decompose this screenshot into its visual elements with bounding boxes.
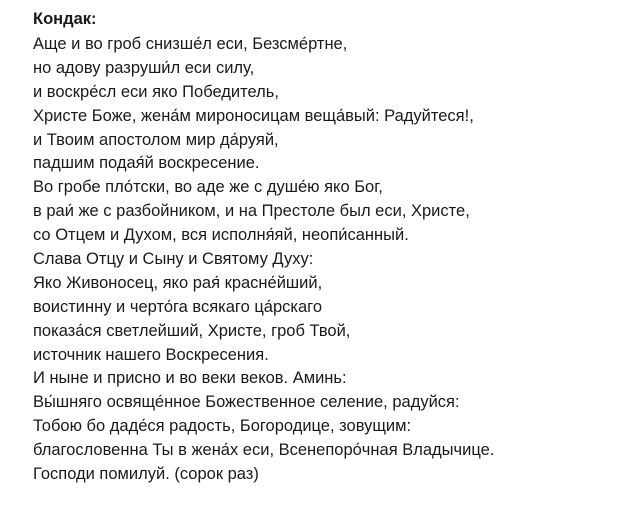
text-line: Вы́шняго освяще́нное Божественное селение, радуйся: [33, 393, 460, 412]
text-line: Яко Живоносец, яко рая́ красне́йший, [33, 273, 323, 292]
text-line: но адову разруши́л еси силу, [33, 58, 255, 77]
text-line: И ныне и присно и во веки веков. Аминь: [33, 369, 347, 388]
prayer-document [33, 6, 637, 487]
text-line: Во гробе пло́тски, во аде же с душе́ю яко Бог, [33, 178, 383, 197]
text-line: показа́ся светлейший, Христе, гроб Твой, [33, 321, 351, 340]
text-line: и Твоим апостолом мир да́руяй, [33, 130, 279, 149]
text-line: и воскре́сл еси яко Победитель, [33, 82, 279, 101]
text-line: Тобою бо даде́ся радость, Богородице, зовущим: [33, 417, 412, 436]
prayer-text [33, 33, 637, 487]
text-line: в раи́ же с разбойником, и на Престоле был еси, Христе, [33, 202, 470, 221]
text-line: источник нашего Воскресения. [33, 345, 269, 364]
text-line: Аще и во гроб снизше́л еси, Безсме́ртне, [33, 35, 348, 53]
section-heading: Кондак: [33, 10, 97, 28]
text-line: воистинну и черто́га всякаго ца́рскаго [33, 297, 322, 316]
text-line: Господи помилуй. (сорок раз) [33, 465, 259, 484]
text-line: Христе Боже, жена́м мироносицам веща́вый: Радуйтеся!, [33, 106, 474, 125]
text-line: благословенна Ты в жена́х еси, Всенепоро́чная Владычице. [33, 441, 495, 460]
text-line: Слава Отцу и Сыну и Святому Духу: [33, 250, 314, 269]
text-line: со Отцем и Духом, вся исполня́яй, неопи́санный. [33, 226, 409, 245]
text-line: падшим подая́й воскресение. [33, 154, 260, 173]
